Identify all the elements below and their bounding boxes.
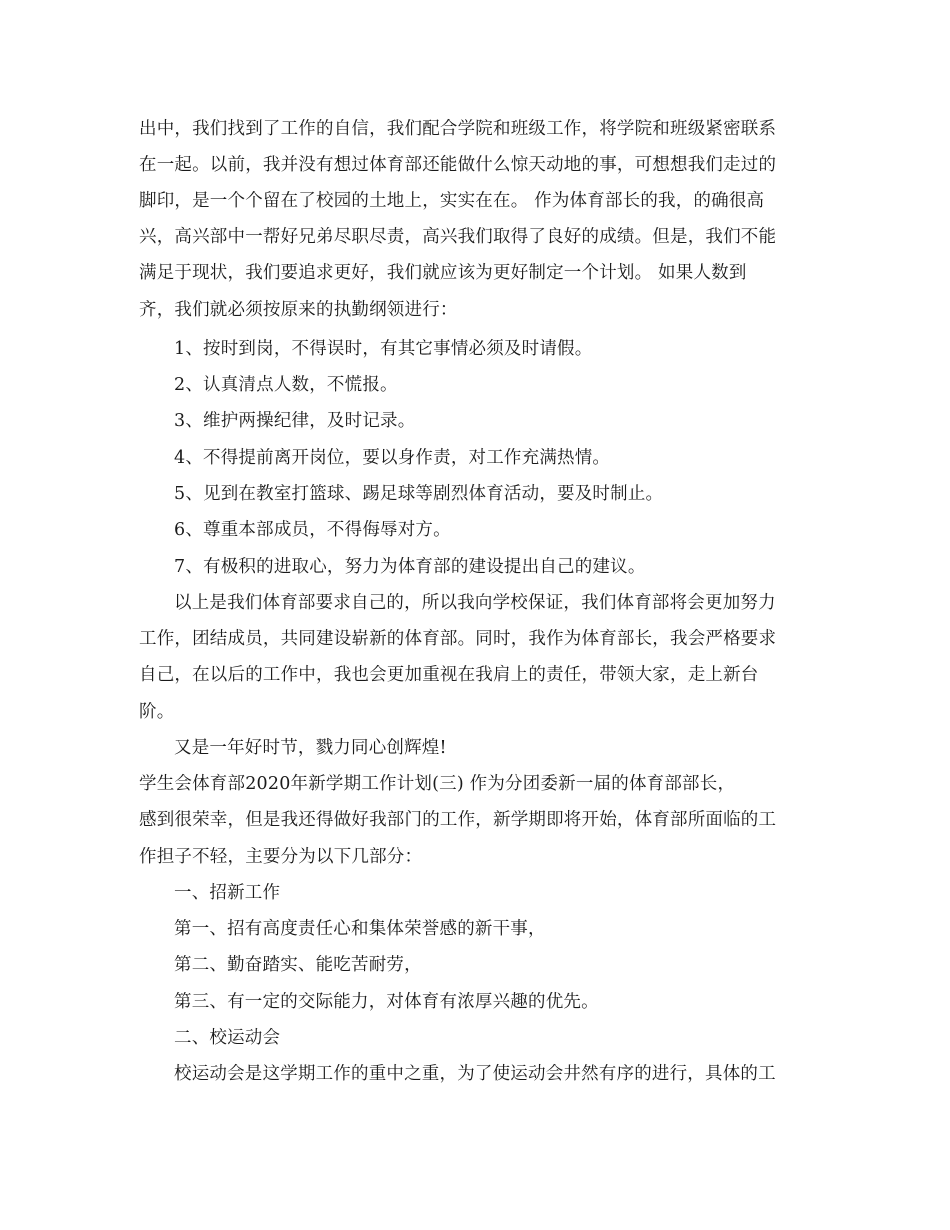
section-heading: 一、招新工作	[174, 883, 281, 903]
text-line: 满足于现状，我们要追求更好，我们就应该为更好制定一个计划。 如果人数到	[139, 263, 747, 283]
list-item: 第三、有一定的交际能力，对体育有浓厚兴趣的优先。	[174, 992, 599, 1012]
section-title-line: 学生会体育部2020年新学期工作计划(三) 作为分团委新一届的体育部部长，	[139, 774, 736, 794]
list-item: 3、维护两操纪律，及时记录。	[174, 411, 416, 431]
list-item: 2、认真清点人数，不慌报。	[174, 375, 398, 395]
list-item: 6、尊重本部成员，不得侮辱对方。	[174, 520, 451, 540]
text-line: 感到很荣幸，但是我还得做好我部门的工作，新学期即将开始，体育部所面临的工	[139, 810, 777, 830]
list-item: 4、不得提前离开岗位，要以身作责，对工作充满热情。	[174, 448, 611, 468]
paragraph-line: 以上是我们体育部要求自己的，所以我向学校保证，我们体育部将会更加努力	[174, 593, 776, 613]
text-line: 阶。	[139, 702, 175, 722]
section-heading: 二、校运动会	[174, 1028, 281, 1048]
text-line: 出中，我们找到了工作的自信，我们配合学院和班级工作，将学院和班级紧密联系	[139, 119, 777, 139]
text-line: 作担子不轻，主要分为以下几部分：	[139, 847, 423, 867]
list-item: 7、有极积的进取心，努力为体育部的建设提出自己的建议。	[174, 557, 646, 577]
text-line: 工作，团结成员，共同建设崭新的体育部。同时，我作为体育部长，我会严格要求	[139, 629, 777, 649]
list-item: 第一、招有高度责任心和集体荣誉感的新干事，	[174, 919, 546, 939]
list-item: 第二、勤奋踏实、能吃苦耐劳，	[174, 955, 422, 975]
paragraph-line: 又是一年好时节，戮力同心创辉煌!	[174, 738, 447, 758]
text-line: 脚印，是一个个留在了校园的土地上，实实在在。 作为体育部长的我，的确很高	[139, 191, 765, 211]
text-line: 兴，高兴部中一帮好兄弟尽职尽责，高兴我们取得了良好的成绩。但是，我们不能	[139, 227, 777, 247]
text-line: 齐，我们就必须按原来的执勤纲领进行：	[139, 300, 458, 320]
list-item: 1、按时到岗，不得误时，有其它事情必须及时请假。	[174, 339, 593, 359]
text-line: 自己，在以后的工作中，我也会更加重视在我肩上的责任，带领大家，走上新台	[139, 665, 759, 685]
text-line: 在一起。以前，我并没有想过体育部还能做什么惊天动地的事，可想想我们走过的	[139, 155, 777, 175]
paragraph-line: 校运动会是这学期工作的重中之重，为了使运动会井然有序的进行，具体的工	[174, 1064, 776, 1084]
list-item: 5、见到在教室打篮球、踢足球等剧烈体育活动，要及时制止。	[174, 484, 664, 504]
